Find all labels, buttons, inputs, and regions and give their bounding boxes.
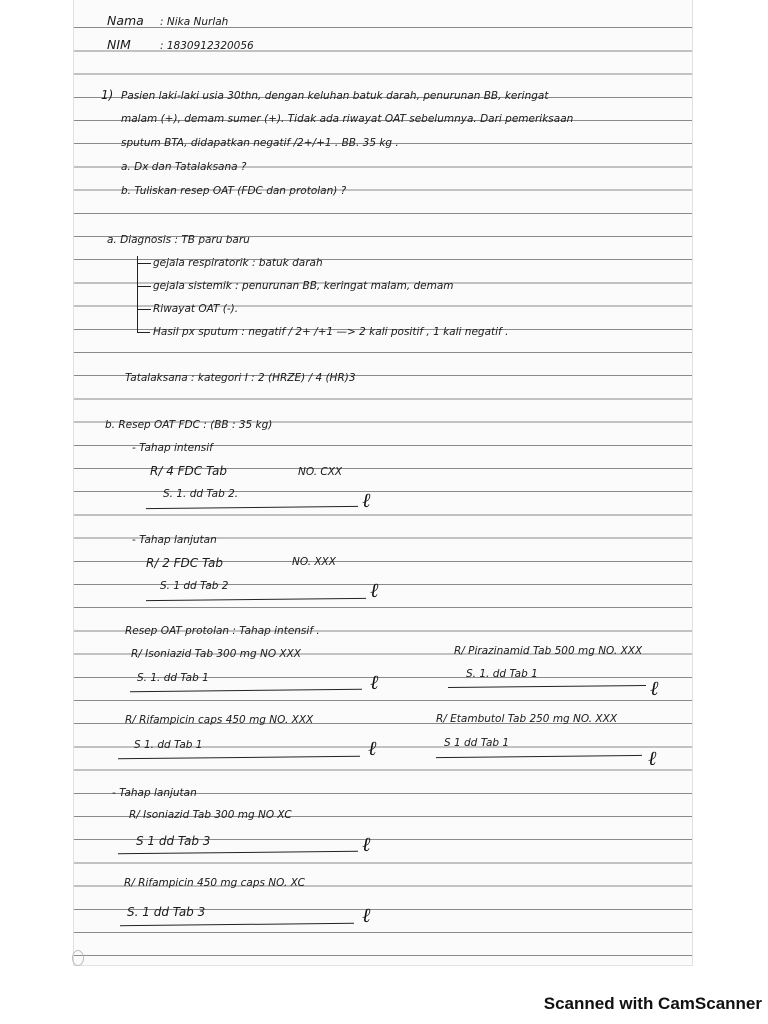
bracket-arrow	[137, 256, 150, 333]
pirazinamid-rx: R/ Pirazinamid Tab 500 mg NO. XXX	[454, 645, 643, 657]
arrow-tick	[137, 286, 151, 287]
continuation-rifampicin-signa: S. 1 dd Tab 3	[127, 905, 206, 919]
sputum-result: Hasil px sputum : negatif / 2+ /+1 —> 2 kali positif , 1 kali negatif .	[153, 326, 509, 338]
question-item-b: b. Tuliskan resep OAT (FDC dan protolan) ?	[121, 185, 347, 197]
pirazinamid-signa: S. 1. dd Tab 1	[466, 668, 538, 680]
nim-value: : 1830912320056	[160, 40, 254, 52]
protolan-continuation-heading: - Tahap lanjutan	[112, 787, 197, 799]
fdc-continuation-rx: R/ 2 FDC Tab	[146, 556, 224, 570]
symptom-systemic: gejala sistemik : penurunan BB, keringat malam, demam	[153, 280, 454, 292]
protolan-heading: Resep OAT protolan : Tahap intensif .	[125, 625, 320, 637]
signature-mark-icon: ℓ	[362, 903, 371, 927]
continuation-rifampicin-rx: R/ Rifampicin 450 mg caps NO. XC	[124, 877, 306, 889]
arrow-tick	[137, 309, 151, 310]
signature-mark-icon: ℓ	[362, 832, 371, 856]
signature-mark-icon: ℓ	[368, 736, 377, 760]
fdc-title: b. Resep OAT FDC : (BB : 35 kg)	[105, 419, 273, 431]
question-number: 1)	[101, 88, 114, 102]
page-edge-mark	[72, 950, 84, 966]
fdc-intensive-signa: S. 1. dd Tab 2.	[163, 488, 239, 500]
signature-mark-icon: ℓ	[370, 578, 379, 602]
isoniazid-signa: S. 1. dd Tab 1	[137, 672, 209, 684]
continuation-isoniazid-signa: S 1 dd Tab 3	[136, 834, 211, 848]
fdc-continuation-heading: - Tahap lanjutan	[132, 534, 217, 546]
question-line-2: malam (+), demam sumer (+). Tidak ada riwayat OAT sebelumnya. Dari pemeriksaan	[121, 113, 574, 125]
oat-history: Riwayat OAT (-).	[153, 303, 239, 315]
isoniazid-rx: R/ Isoniazid Tab 300 mg NO XXX	[131, 648, 301, 660]
rifampicin-rx: R/ Rifampicin caps 450 mg NO. XXX	[125, 714, 314, 726]
treatment-line: Tatalaksana : kategori I : 2 (HRZE) / 4 (HR)3	[125, 372, 356, 384]
fdc-intensive-qty: NO. CXX	[298, 466, 343, 478]
signature-mark-icon: ℓ	[362, 488, 371, 512]
signature-mark-icon: ℓ	[650, 676, 659, 700]
signature-mark-icon: ℓ	[370, 670, 379, 694]
fdc-continuation-qty: NO. XXX	[292, 556, 336, 568]
rifampicin-signa: S 1. dd Tab 1	[134, 739, 203, 751]
question-line-1: Pasien laki-laki usia 30thn, dengan keluhan batuk darah, penurunan BB, keringat	[121, 90, 549, 102]
signature-mark-icon: ℓ	[648, 746, 657, 770]
etambutol-rx: R/ Etambutol Tab 250 mg NO. XXX	[436, 713, 618, 725]
continuation-isoniazid-rx: R/ Isoniazid Tab 300 mg NO XC	[129, 809, 292, 821]
name-label: Nama	[107, 13, 144, 28]
fdc-intensive-heading: - Tahap intensif	[132, 442, 213, 454]
question-item-a: a. Dx dan Tatalaksana ?	[121, 161, 247, 173]
fdc-continuation-signa: S. 1 dd Tab 2	[160, 580, 229, 592]
symptom-respiratory: gejala respiratorik : batuk darah	[153, 257, 323, 269]
camscanner-watermark: Scanned with CamScanner	[543, 994, 762, 1013]
etambutol-signa: S 1 dd Tab 1	[444, 737, 510, 749]
diagnosis-line: a. Diagnosis : TB paru baru	[107, 234, 250, 246]
nim-label: NIM	[107, 37, 131, 52]
question-line-3: sputum BTA, didapatkan negatif /2+/+1 . BB. 35 kg .	[121, 137, 399, 149]
fdc-intensive-rx: R/ 4 FDC Tab	[150, 464, 228, 478]
name-value: : Nika Nurlah	[160, 16, 229, 28]
arrow-tick	[137, 263, 151, 264]
